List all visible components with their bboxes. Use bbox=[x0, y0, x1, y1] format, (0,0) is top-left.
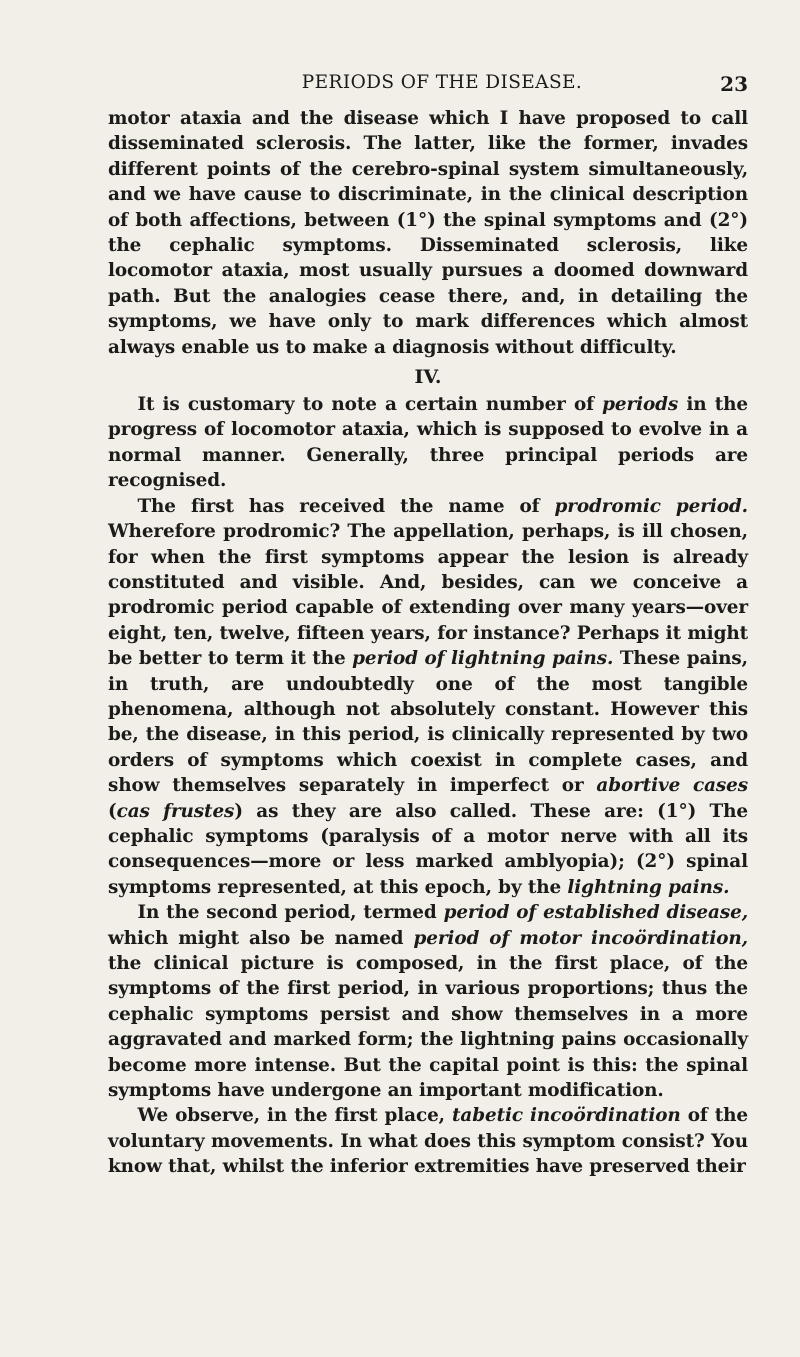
italic-term: abortive cases bbox=[596, 775, 748, 797]
paragraph-4 bbox=[108, 900, 748, 1103]
text-run: It is customary to note a certain number of bbox=[137, 394, 603, 416]
text-run: Wherefore prodromic? The appellation, perhaps, is ill chosen, for when the first symptoms appear the lesion is already constituted and visible. And, besides, can we conceive a prodromic period capable of extending over many years—over eight, ten, twelve, fifteen years, for instance? Perhaps it might be better to term it the bbox=[108, 521, 748, 670]
paragraph-2 bbox=[108, 392, 748, 494]
text-run: ) as they are also called. These are: (1°) The cephalic symptoms (paralysis of a motor nerve with all its consequences—more or less marked amblyopia); (2°) spinal symptoms represented, at this epoch, by the bbox=[108, 800, 748, 898]
text-run: The first has received the name of bbox=[137, 495, 555, 517]
paragraph-1: motor ataxia and the disease which I have proposed to call disseminated sclerosis. The latter, like the former, invades different points of the cerebro-spinal system simultaneously, and we have cause to discriminate, in the clinical description of both affections, between (1°) the spinal symptoms and (2°) the cephalic symptoms. Disseminated sclerosis, like locomotor ataxia, most usually pursues a doomed downward path. But the analogies cease there, and, in detailing the symptoms, we have only to mark differences which almost always enable us to make a diagnosis without difficulty. bbox=[108, 108, 748, 358]
text-run: These pains, in truth, are undoubtedly one of the most tangible phenomena, although not absolutely constant. However this be, the disease, in this period, is clinically represented by two orders of symptoms which coexist in complete cases, and show themselves separately in imperfect or bbox=[108, 648, 748, 797]
italic-term: period of motor incoördination, bbox=[413, 927, 748, 949]
italic-term: periods bbox=[602, 394, 679, 416]
text-run: of the voluntary movements. In what does this symptom consist? You know that, whilst the inferior extremities have preserved their bbox=[108, 1105, 748, 1178]
body-text bbox=[108, 106, 748, 1180]
running-title: PERIODS OF THE DISEASE. bbox=[301, 72, 583, 93]
italic-term: lightning pains. bbox=[567, 876, 730, 898]
italic-term: tabetic incoördination bbox=[452, 1105, 681, 1127]
paragraph-3 bbox=[108, 494, 748, 901]
text-run: We observe, in the first place, bbox=[137, 1105, 453, 1127]
text-run: the clinical picture is composed, in the first place, of the symptoms of the first period, in various proportions; thus the cephalic symptoms persist and show themselves in a more aggravated and marked form; the lightning pains occasionally become more intense. But the capital point is this: the spinal symptoms have undergone an important modification. bbox=[108, 953, 748, 1102]
italic-term: cas frustes bbox=[116, 800, 235, 822]
section-number: IV. bbox=[414, 366, 442, 389]
text-run: In the second period, termed bbox=[137, 902, 444, 924]
running-head bbox=[108, 72, 748, 106]
page-number: 23 bbox=[720, 72, 748, 96]
text-run: in the progress of locomotor ataxia, which is supposed to evolve in a normal manner. Generally, three principal periods are recognised. bbox=[108, 394, 749, 492]
text-run: which might also be named bbox=[108, 927, 414, 949]
italic-term: period of lightning pains. bbox=[352, 648, 614, 670]
italic-term: period of established disease, bbox=[443, 902, 748, 924]
text-run: ( bbox=[108, 800, 117, 822]
italic-term: prodromic period. bbox=[554, 495, 748, 517]
paragraph-5 bbox=[108, 1103, 748, 1179]
